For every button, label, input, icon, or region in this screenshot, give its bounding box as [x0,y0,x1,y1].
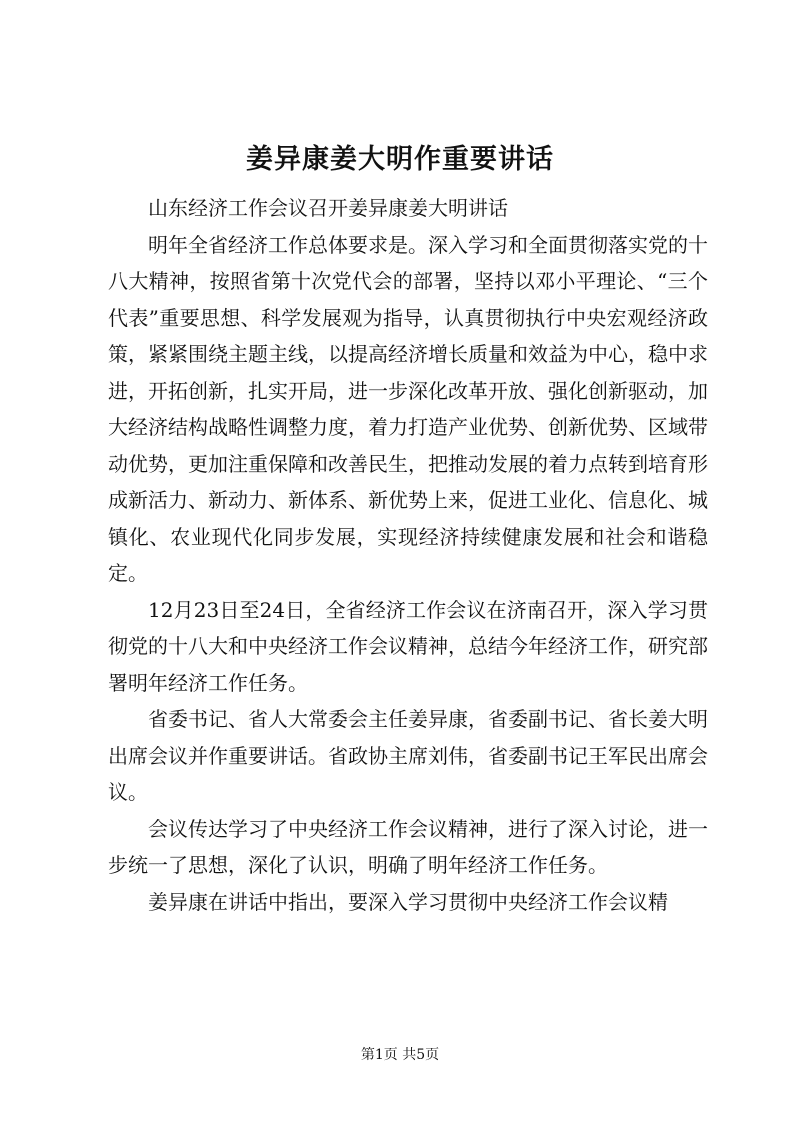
paragraph-subtitle: 山东经济工作会议召开姜异康姜大明讲话 [148,196,508,220]
page-footer: 第1页 共5页 [360,1047,440,1063]
paragraph: 会议传达学习了中央经济工作会议精神，进行了深入讨论，进一步统一了思想，深化了认识，明确了明年经济工作任务。 [108,816,708,877]
page-title: 姜异康姜大明作重要讲话 [246,144,554,175]
document-body [108,190,708,920]
paragraph: 明年全省经济工作总体要求是。深入学习和全面贯彻落实党的十八大精神，按照省第十次党代会的部署，坚持以邓小平理论、“三个代表”重要思想、科学发展观为指导，认真贯彻执行中央宏观经济政策，紧紧围绕主题主线，以提高经济增长质量和效益为中心，稳中求进，开拓创新，扎实开局，进一步深化改革开放、强化创新驱动，加大经济结构战略性调整力度，着力打造产业优势、创新优势、区域带动优势，更加注重保障和改善民生，把推动发展的着力点转到培育形成新活力、新动力、新体系、新优势上来，促进工业化、信息化、城镇化、农业现代化同步发展，实现经济持续健康发展和社会和谐稳定。 [108,232,708,585]
paragraph: 12月23日至24日，全省经济工作会议在济南召开，深入学习贯彻党的十八大和中央经济工作会议精神，总结今年经济工作，研究部署明年经济工作任务。 [108,597,708,695]
paragraph: 省委书记、省人大常委会主任姜异康，省委副书记、省长姜大明出席会议并作重要讲话。省政协主席刘伟，省委副书记王军民出席会议。 [108,707,708,804]
paragraph: 姜异康在讲话中指出，要深入学习贯彻中央经济工作会议精 [148,889,668,914]
